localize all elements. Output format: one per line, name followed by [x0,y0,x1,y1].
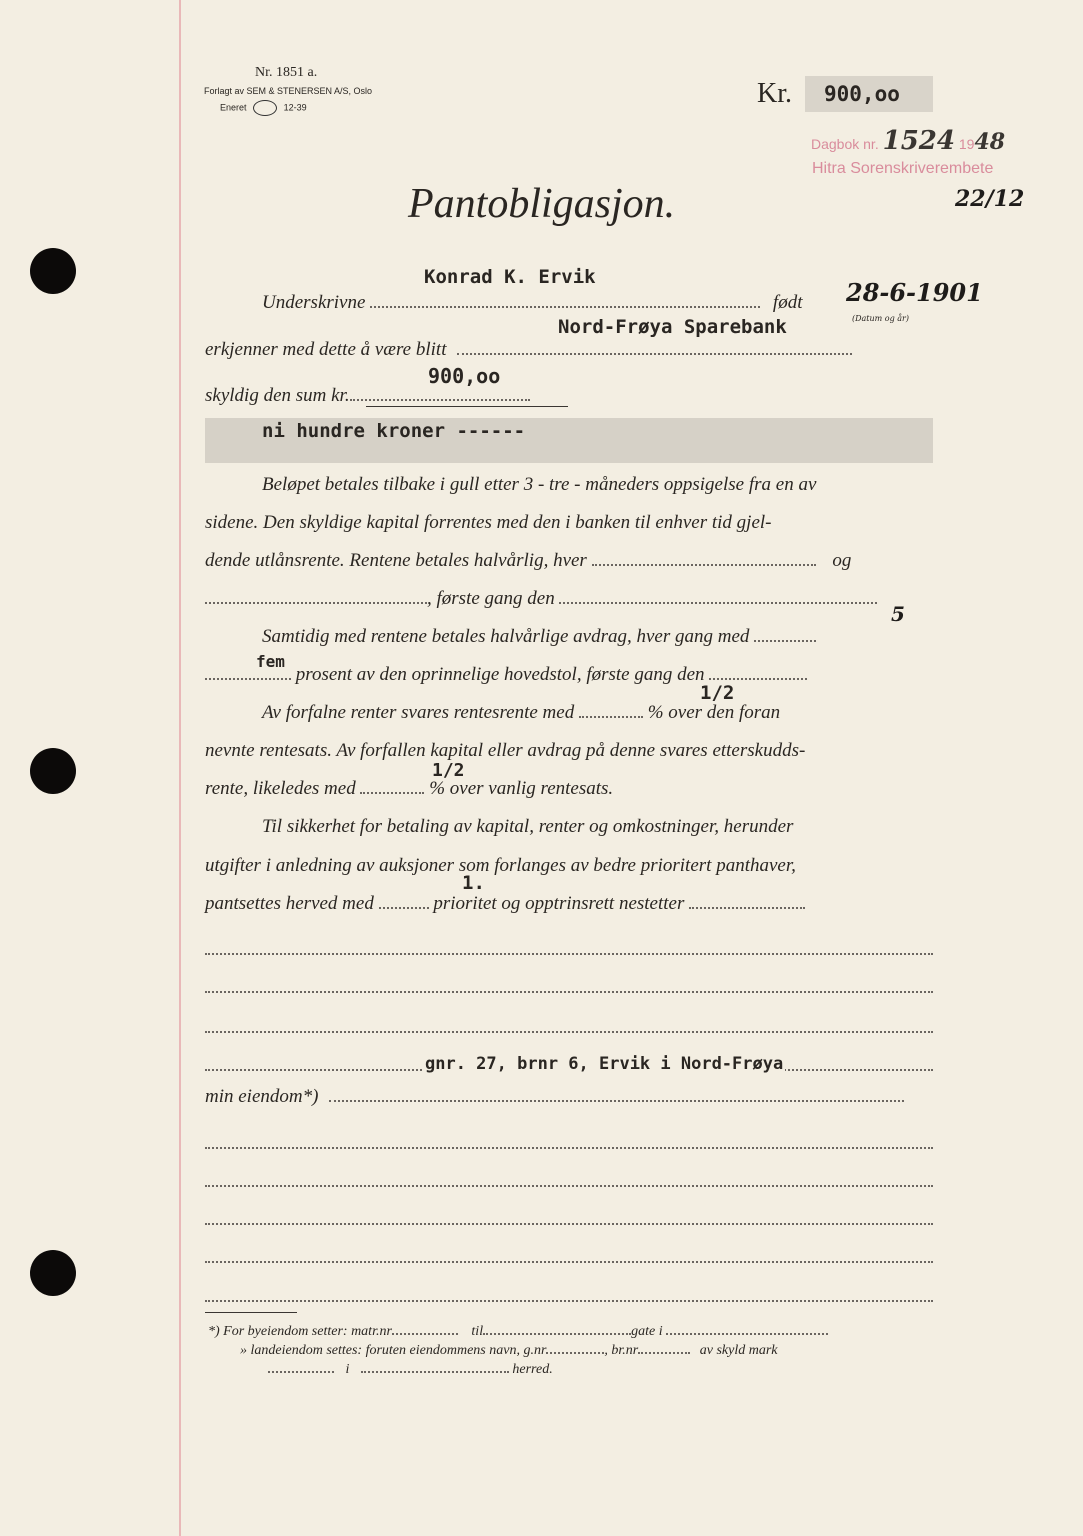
blank-line [205,940,933,959]
sum-value: 900,oo [428,364,501,388]
body-p1-l4 [205,588,877,610]
born-date: 28-6-1901 [846,278,983,307]
dotted-fill [457,352,852,355]
publisher-logo-icon [253,100,277,116]
punch-hole-middle [30,748,76,794]
amount-value: 900,oo [824,82,900,106]
body-p3-l3b: % over vanlig rentesats. [429,778,614,799]
publisher-line [204,86,372,96]
sum-kr: kr. [331,385,350,406]
punch-hole-bottom [30,1250,76,1296]
punch-hole-top [30,248,76,294]
dotted-fill [754,639,816,642]
dotted-fill [546,1351,604,1354]
dotted-fill [205,1260,933,1263]
signer-line [262,292,802,314]
dotted-fill [205,1146,933,1149]
dotted-fill [329,1099,904,1102]
stamp-date: 22/12 [955,186,1025,212]
footnote-l3 [268,1362,553,1378]
publisher-line-2 [220,100,307,116]
footnote-rule [205,1312,297,1313]
copyright: Eneret [220,102,247,113]
amount-label: Kr. [757,78,792,109]
dotted-fill [361,1370,509,1373]
dotted-fill [370,305,760,308]
born-label: født [772,292,803,313]
property-line [205,1086,904,1108]
body-p4-l3b: prioritet og opptrinsrett nestetter [433,893,685,914]
form-number: Nr. 1851 a. [255,65,318,80]
dagbok-stamp [811,126,1005,156]
dagbok-number: 1524 [882,126,955,156]
dotted-fill [205,1299,933,1302]
dotted-fill [350,398,530,401]
dagbok-year: 19 [958,136,975,152]
hand-priority: 1. [462,872,485,894]
sum-underline [366,406,568,407]
body-p3-l1 [262,702,780,724]
body-p1-l4-text: , første gang den [427,588,555,609]
body-p4-l3 [205,893,805,915]
date-code: 12-39 [283,102,307,113]
body-p1-l2: sidene. Den skyldige kapital forrentes med den i banken til enhver tid gjel- [205,512,772,533]
footnote-l3b: herred. [512,1362,553,1377]
dotted-fill [392,1332,458,1335]
blank-line [205,1172,933,1191]
body-p4-l2: utgifter i anledning av auksjoner som forlanges av bedre prioritert panthaver, [205,855,796,876]
body-p1-l3 [205,550,851,572]
footnote-l2c: av skyld mark [699,1343,778,1358]
acknowledge-line [205,339,852,361]
dotted-fill [205,601,427,604]
blank-line [205,1134,933,1153]
body-p3-l1b: % over den foran [647,702,781,723]
dotted-fill [592,563,816,566]
dotted-fill [205,990,933,993]
body-p4-l1: Til sikkerhet for betaling av kapital, renter og omkostninger, herunder [262,816,794,837]
dotted-fill [360,791,424,794]
body-p2-l1-text: Samtidig med rentene betales halvårlige avdrag, hver gang med [262,626,750,647]
blank-line [205,1248,933,1267]
blank-line [205,1287,933,1306]
dotted-fill [709,677,807,680]
sum-words: ni hundre kroner ------ [262,420,526,442]
property-label: min eiendom*) [205,1086,319,1107]
dotted-fill [379,906,429,909]
body-p4-l3a: pantsettes herved med [205,893,374,914]
dotted-fill [483,1332,631,1335]
dotted-fill [205,1222,933,1225]
body-p1-l1: Beløpet betales tilbake i gull etter 3 - tre - måneders oppsigelse fra en av [262,474,817,495]
acknowledge-label: erkjenner med dette å være blitt [205,339,447,360]
creditor-name: Nord-Frøya Sparebank [558,316,787,338]
dotted-fill [559,601,877,604]
dotted-fill [205,952,933,955]
dotted-fill [638,1351,690,1354]
dotted-fill [205,1030,933,1033]
footnote-l2b: , br.nr [604,1343,639,1358]
hand-percent-word: fem [256,652,285,671]
blank-line [205,1018,933,1037]
dagbok-label: Dagbok nr. [811,136,879,152]
dotted-fill [666,1332,828,1335]
dotted-fill [205,677,291,680]
dotted-fill [205,1184,933,1187]
dotted-fill [579,715,643,718]
footnote-l1c: gate i [631,1324,663,1339]
footnote-l3a: i [345,1362,350,1377]
publisher: Forlagt av SEM & STENERSEN A/S, Oslo [204,86,373,96]
page-title: Pantobligasjon. [408,181,676,227]
born-hint: (Datum og år) [852,314,909,323]
body-p2-l1 [262,626,816,648]
body-p2-l2-text: prosent av den oprinnelige hovedstol, første gang den [295,664,705,685]
blank-line [205,1210,933,1229]
hand-rate-2: 1/2 [432,760,465,781]
body-p3-l3a: rente, likeledes med [205,778,356,799]
office-stamp: Hitra Sorenskriverembete [812,160,994,177]
footnote-l1 [208,1324,828,1340]
property-typed: gnr. 27, brnr 6, Ervik i Nord-Frøya [425,1054,784,1074]
dotted-fill [689,906,805,909]
hand-percent: 5 [891,602,905,626]
body-p1-l3a: dende utlånsrente. Rentene betales halvårlig, hver [205,550,587,571]
body-p3-l3 [205,778,613,800]
blank-line [205,978,933,997]
dagbok-year-hand: 48 [974,129,1006,155]
hand-rate-1: 1/2 [700,682,735,704]
dotted-fill [268,1370,334,1373]
signer-label: Underskrivne [262,292,366,313]
sum-label: skyldig den sum [205,385,327,406]
footnote-l2 [240,1343,778,1359]
body-p3-l1a: Av forfalne renter svares rentesrente med [262,702,575,723]
signer-name: Konrad K. Ervik [424,266,596,288]
margin-line [179,0,181,1536]
body-p1-l3b: og [832,550,852,571]
footnote-l1a: *) For byeiendom setter: matr.nr [208,1324,392,1339]
footnote-l2a: » landeiendom settes: foruten eiendommens navn, g.nr [240,1343,547,1358]
body-p3-l2: nevnte rentesats. Av forfallen kapital eller avdrag på denne svares etterskudds- [205,740,806,761]
footnote-l1b: til [471,1324,484,1339]
sum-line [205,385,530,407]
